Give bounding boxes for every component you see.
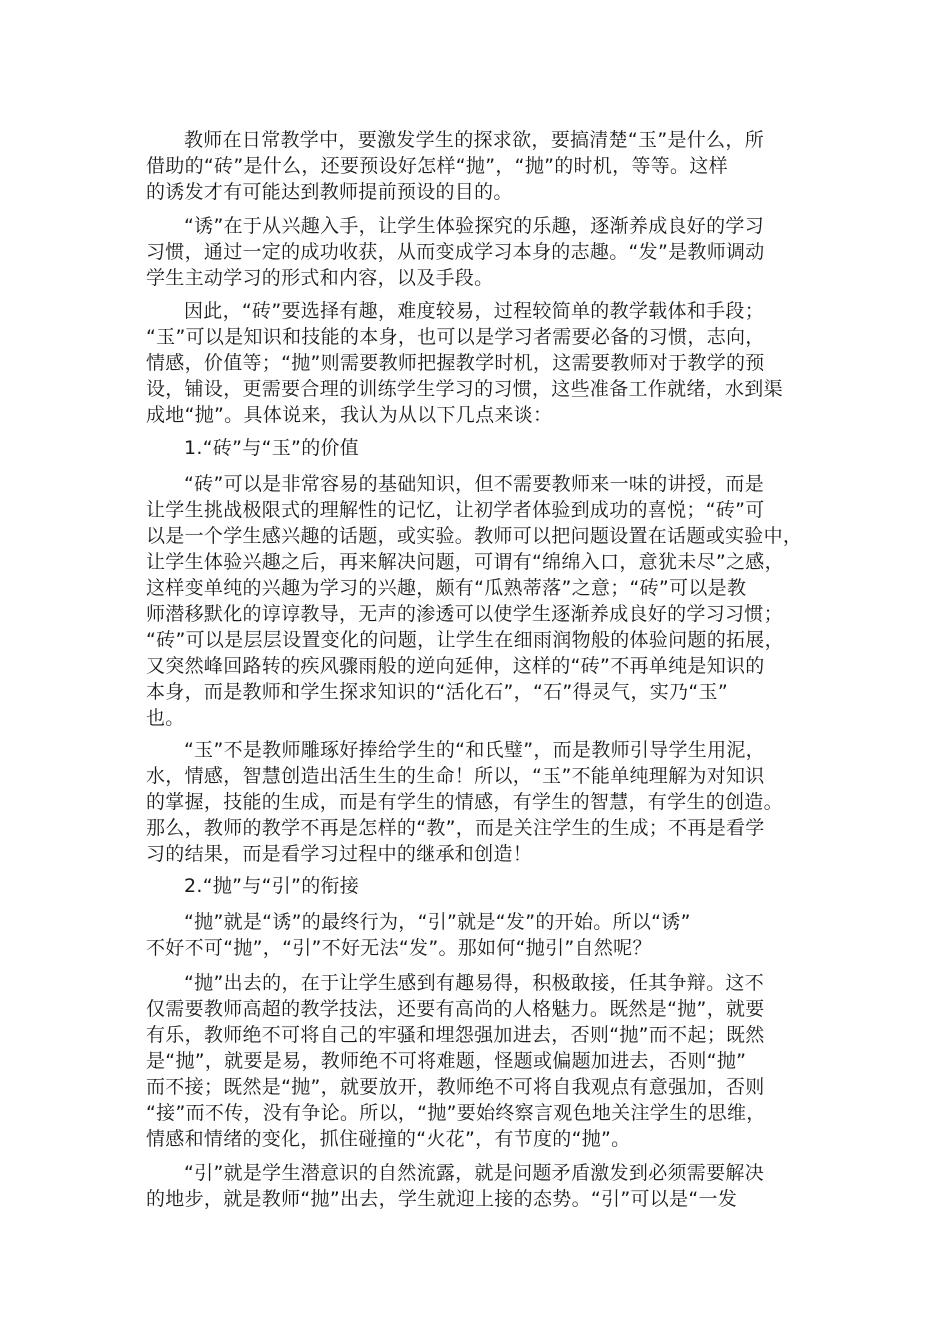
- paragraph-line: 不好不可“抛”，“引”不好无法“发”。那如何“抛引”自然呢？: [146, 937, 652, 959]
- paragraph-line: “玉”不是教师雕琢好捧给学生的“和氏璧”，而是教师引导学生用泥，: [184, 739, 765, 761]
- paragraph-line: “砖”可以是层层设置变化的问题，让学生在细雨润物般的体验问题的拓展，: [146, 629, 784, 651]
- paragraph-line: 情感和情绪的变化，抓住碰撞的“火花”，有节度的“抛”。: [146, 1128, 631, 1150]
- paragraph-line: 本身，而是教师和学生探求知识的“活化石”，“石”得灵气，实乃“玉”: [146, 681, 728, 703]
- paragraph-line: 的地步，就是教师“抛”出去，学生就迎上接的态势。“引”可以是“一发: [146, 1188, 738, 1210]
- paragraph-line: 那么，教师的教学不再是怎样的“教”，而是关注学生的生成；不再是看学: [146, 817, 765, 839]
- paragraph-line: 习的结果，而是看学习过程中的继承和创造！: [146, 843, 533, 865]
- paragraph-line: 以是一个学生感兴趣的话题，或实验。教师可以把问题设置在话题或实验中，: [146, 525, 803, 547]
- paragraph-line: 成地“抛”。具体说来，我认为从以下几点来谈：: [146, 404, 553, 426]
- section-heading-2: [146, 873, 806, 899]
- paragraph-line: 学生主动学习的形式和内容，以及手段。: [146, 267, 494, 289]
- paragraph-line: “抛”就是“诱”的最终行为，“引”就是“发”的开始。所以“诱”: [184, 911, 691, 933]
- paragraph-line: 也。: [146, 707, 185, 729]
- paragraph-line: 这样变单纯的兴趣为学习的兴趣，颇有“瓜熟蒂落”之意；“砖”可以是教: [146, 577, 747, 599]
- paragraph-line: 又突然峰回路转的疾风骤雨般的逆向延伸，这样的“砖”不再单纯是知识的: [146, 655, 765, 677]
- paragraph-line: 的诱发才有可能达到教师提前预设的目的。: [146, 181, 513, 203]
- paragraph-line: 仅需要教师高超的教学技法，还要有高尚的人格魅力。既然是“抛”，就要: [146, 998, 765, 1020]
- paragraph-line: “抛”出去的，在于让学生感到有趣易得，积极敢接，任其争辩。这不: [184, 972, 764, 994]
- section-heading: 2.“抛”与“引”的衔接: [184, 875, 360, 897]
- paragraph-4: [146, 471, 806, 731]
- paragraph-line: 因此，“砖”要选择有趣，难度较易，过程较简单的教学载体和手段；: [184, 300, 764, 322]
- paragraph-line: 让学生体验兴趣之后，再来解决问题，可谓有“绵绵入口，意犹未尽”之感，: [146, 551, 784, 573]
- paragraph-line: 让学生挑战极限式的理解性的记忆，让初学者体验到成功的喜悦；“砖”可: [146, 499, 765, 521]
- paragraph-line: 情感，价值等；“抛”则需要教师把握教学时机，这需要教师对于教学的预: [146, 352, 765, 374]
- paragraph-line: “接”而不传，没有争论。所以，“抛”要始终察言观色地关注学生的思维，: [146, 1102, 766, 1124]
- paragraph-line: 是“抛”，就要是易，教师绝不可将难题，怪题或偏题加进去，否则“抛”: [146, 1050, 747, 1072]
- paragraph-line: “砖”可以是非常容易的基础知识，但不需要教师来一味的讲授，而是: [184, 473, 764, 495]
- paragraph-line: 设，铺设，更需要合理的训练学生学习的习惯，这些准备工作就绪，水到渠: [146, 378, 783, 400]
- paragraph-line: 借助的“砖”是什么，还要预设好怎样“抛”，“抛”的时机，等等。这样: [146, 155, 728, 177]
- paragraph-6: [146, 909, 806, 961]
- paragraph-8: [146, 1160, 806, 1212]
- paragraph-line: 师潜移默化的谆谆教导，无声的渗透可以使学生逐渐养成良好的学习习惯；: [146, 603, 783, 625]
- section-heading-1: [146, 435, 806, 461]
- paragraph-1: [146, 127, 806, 205]
- paragraph-line: 有乐，教师绝不可将自己的牢骚和埋怨强加进去，否则“抛”而不起；既然: [146, 1024, 765, 1046]
- paragraph-line: “引”就是学生潜意识的自然流露，就是问题矛盾激发到必须需要解决: [184, 1162, 764, 1184]
- paragraph-7: [146, 970, 806, 1152]
- paragraph-3: [146, 298, 806, 428]
- paragraph-line: 教师在日常教学中，要激发学生的探求欲，要搞清楚“玉”是什么，所: [184, 129, 764, 151]
- paragraph-5: [146, 737, 806, 867]
- paragraph-line: 而不接；既然是“抛”，就要放开，教师绝不可将自我观点有意强加，否则: [146, 1076, 765, 1098]
- paragraph-line: 的掌握，技能的生成，而是有学生的情感，有学生的智慧，有学生的创造。: [146, 791, 783, 813]
- paragraph-line: 水，情感，智慧创造出活生生的生命！所以，“玉”不能单纯理解为对知识: [146, 765, 765, 787]
- paragraph-line: “玉”可以是知识和技能的本身，也可以是学习者需要必备的习惯，志向，: [146, 326, 765, 348]
- paragraph-2: [146, 213, 806, 291]
- paragraph-line: “诱”在于从兴趣入手，让学生体验探究的乐趣，逐渐养成良好的学习: [184, 215, 764, 237]
- paragraph-line: 习惯，通过一定的成功收获，从而变成学习本身的志趣。“发”是教师调动: [146, 241, 765, 263]
- section-heading: 1.“砖”与“玉”的价值: [184, 437, 360, 459]
